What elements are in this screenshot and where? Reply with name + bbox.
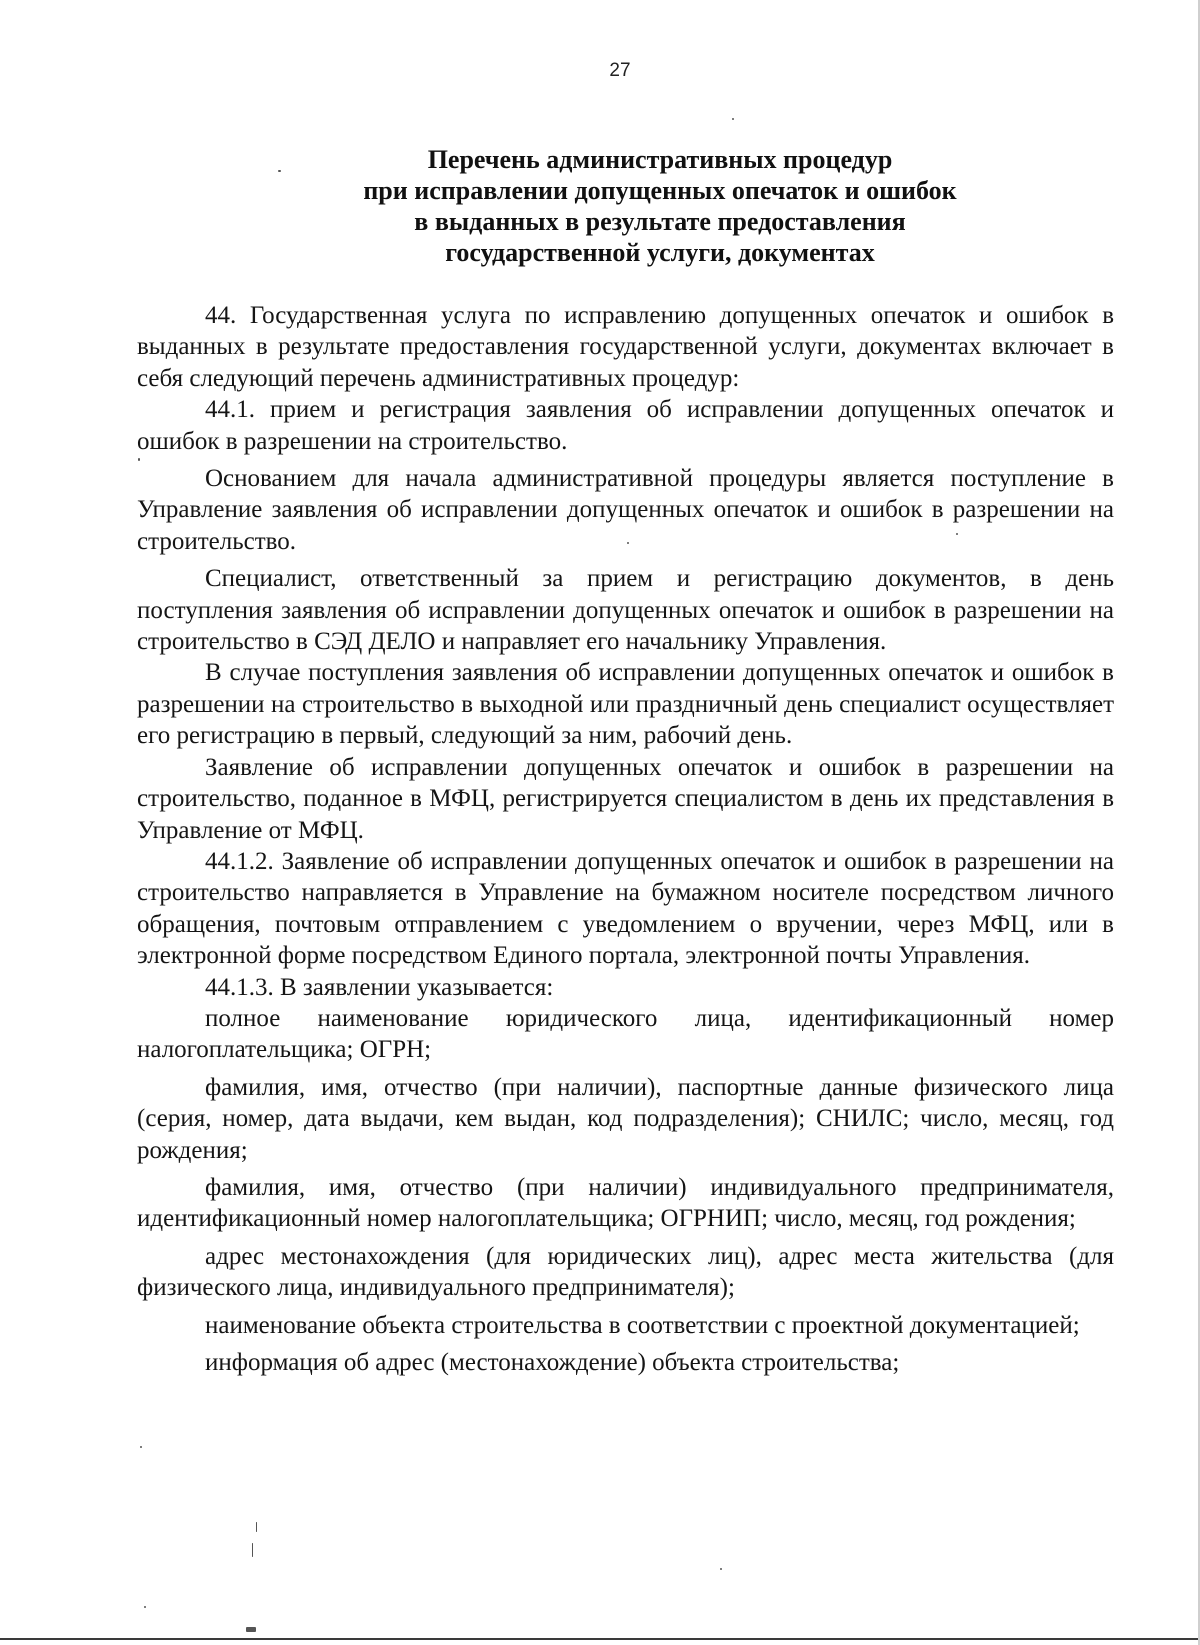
list-item-object-name: наименование объекта строительства в соответствии с проектной документацией; bbox=[205, 1311, 1080, 1339]
heading-line-3: в выданных в результате предоставления bbox=[414, 207, 906, 236]
paragraph-44-1-3: 44.1.3. В заявлении указывается: bbox=[205, 973, 554, 1001]
scan-speck bbox=[627, 542, 629, 544]
list-item-object-address: информация об адрес (местонахождение) объекта строительства; bbox=[205, 1349, 900, 1376]
scan-speck bbox=[252, 1543, 253, 1557]
heading-line-2: при исправлении допущенных опечаток и ошибок bbox=[363, 176, 957, 205]
scan-speck bbox=[144, 1606, 146, 1608]
scan-speck bbox=[138, 458, 140, 461]
heading-line-1: Перечень административных процедур bbox=[427, 145, 893, 174]
paragraph-holiday: В случае поступления заявления об исправлении допущенных опечаток и ошибок в разрешении на строительство в выходной или праздничный день специалист осуществляет его регистрацию в первый, следующий за ним, рабочий день. bbox=[137, 659, 1114, 750]
paragraph-specialist: Специалист, ответственный за прием и регистрацию документов, в день поступления заявления об исправлении допущенных опечаток и ошибок в разрешении на строительство в СЭД ДЕЛО и направляет его начальнику Управления. bbox=[137, 565, 1114, 656]
heading-line-4: государственной услуги, документах bbox=[445, 238, 875, 267]
paragraph-mfc: Заявление об исправлении допущенных опечаток и ошибок в разрешении на строительство, поданное в МФЦ, регистрируется специалистом в день их представления в Управление от МФЦ. bbox=[137, 753, 1114, 844]
paragraph-44: 44. Государственная услуга по исправлению допущенных опечаток и ошибок в выданных в результате предоставления государственной услуги, документах включает в себя следующий перечень административных процедур: bbox=[137, 302, 1114, 392]
list-item-individual: фамилия, имя, отчество (при наличии), паспортные данные физического лица (серия, номер, дата выдачи, кем выдан, код подразделения); СНИЛС; число, месяц, год рождения; bbox=[137, 1073, 1114, 1164]
scan-speck bbox=[140, 1446, 142, 1448]
paragraph-basis: Основанием для начала административной процедуры является поступление в Управление заявления об исправлении допущенных опечаток и ошибок в разрешении на строительство. bbox=[137, 465, 1114, 555]
scan-speck bbox=[278, 170, 281, 172]
document-body bbox=[137, 300, 1114, 1378]
page-number: 27 bbox=[609, 60, 631, 81]
scan-speck bbox=[956, 533, 958, 535]
list-item-address: адрес местонахождения (для юридических лиц), адрес места жительства (для физического лица, индивидуального предпринимателя); bbox=[137, 1242, 1114, 1302]
scan-speck bbox=[256, 1522, 257, 1532]
scan-speck bbox=[720, 1568, 722, 1570]
paragraph-44-1-2: 44.1.2. Заявление об исправлении допущенных опечаток и ошибок в разрешении на строительство направляется в Управление на бумажном носителе посредством личного обращения, почтовым отправлением с уведомлением о вручении, через МФЦ, или в электронной форме посредством Единого портала, электронной почты Управления. bbox=[137, 847, 1114, 970]
scan-bottom-line bbox=[0, 1638, 1200, 1640]
scan-speck bbox=[732, 118, 734, 120]
document-heading bbox=[0, 144, 1200, 268]
list-item-legal-entity: полное наименование юридического лица, идентификационный номер налогоплательщика; ОГРН; bbox=[137, 1004, 1114, 1064]
list-item-entrepreneur: фамилия, имя, отчество (при наличии) индивидуального предпринимателя, идентификационный номер налогоплательщика; ОГРНИП; число, месяц, год рождения; bbox=[137, 1173, 1114, 1233]
paragraph-44-1: 44.1. прием и регистрация заявления об исправлении допущенных опечаток и ошибок в разрешении на строительство. bbox=[137, 396, 1114, 455]
scan-speck bbox=[246, 1627, 256, 1632]
